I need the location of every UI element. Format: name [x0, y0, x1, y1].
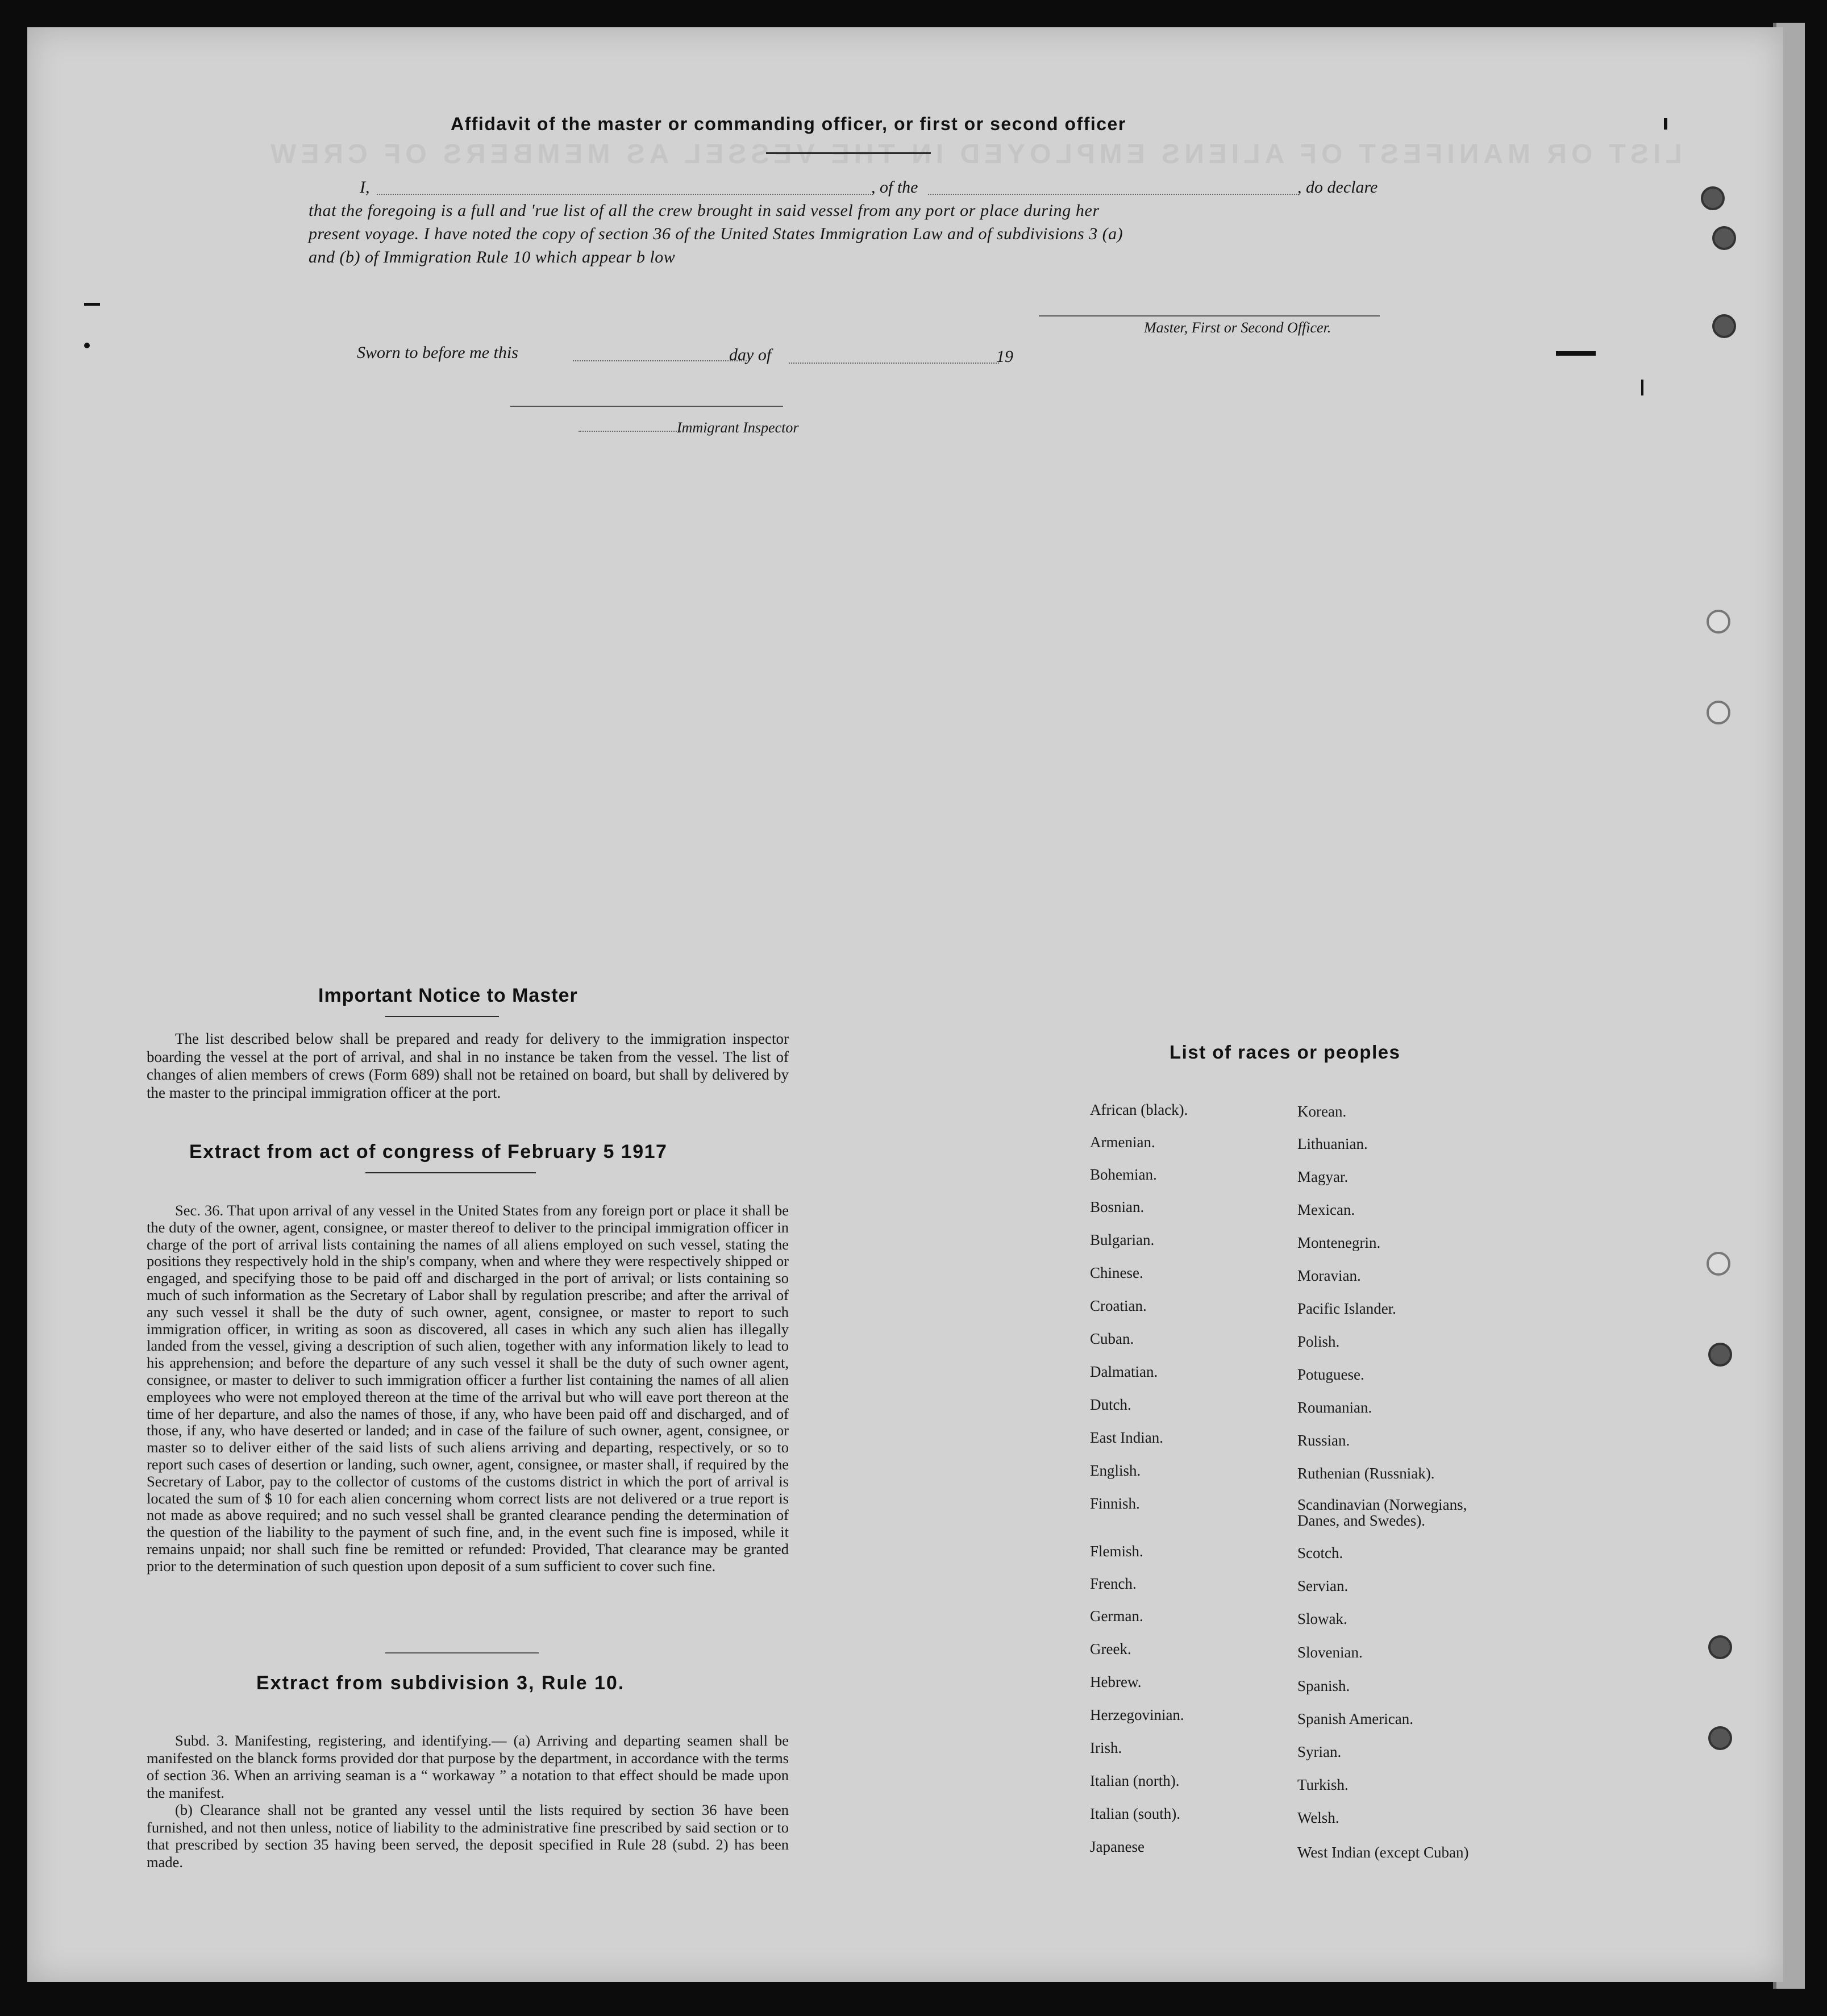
sworn-day-of: day of [729, 345, 772, 364]
sworn-day-field[interactable] [573, 360, 749, 361]
race-item: Turkish. [1297, 1776, 1349, 1793]
race-item: Bulgarian. [1090, 1231, 1155, 1248]
punch-hole [1708, 1343, 1732, 1367]
race-item: Hebrew. [1090, 1673, 1142, 1690]
punch-hole [1712, 226, 1736, 250]
ink-speck [1641, 380, 1643, 395]
notice-title-rule [385, 1016, 499, 1017]
race-item: Italian (south). [1090, 1805, 1180, 1822]
subdivision-3b-text: (b) Clearance shall not be granted any vessel until the lists required by section 36 have been furnished, and not then unless, notice of liability to the administrative fine prescribed by said section or to that prescribed by section 35 having been served, the deposit specified in Rule 28 (subd. 2) has been made. [147, 1801, 789, 1871]
ink-speck [84, 343, 90, 348]
race-item: German. [1090, 1607, 1143, 1625]
affidavit-line-i: I, [360, 178, 370, 197]
race-item: Cuban. [1090, 1330, 1134, 1347]
race-item: Dutch. [1090, 1396, 1131, 1413]
ink-speck [1664, 118, 1667, 130]
subdivision-3a-text: Subd. 3. Manifesting, registering, and identifying.— (a) Arriving and departing seamen shall be manifested on the blanck forms provided dor that purpose by the department, in accordance with the terms of section 36. When an arriving seaman is a “ workaway ” a notation to that effect should be made upon the manifest. [147, 1732, 789, 1801]
affidavit-title-rule [766, 152, 931, 154]
punch-hole [1708, 1635, 1732, 1659]
ink-speck [1556, 351, 1596, 356]
punch-hole [1707, 610, 1730, 634]
rule-extract-body [147, 1732, 789, 1871]
affidavit-body-line3: and (b) of Immigration Rule 10 which appear b low [309, 248, 676, 266]
race-item: Pacific Islander. [1297, 1300, 1396, 1317]
races-title: List of races or peoples [1170, 1042, 1401, 1063]
race-item: English. [1090, 1462, 1141, 1479]
race-item: Irish. [1090, 1739, 1122, 1756]
race-item: Spanish American. [1297, 1710, 1413, 1727]
bleedthrough-text: LIST OR MANIFEST OF ALIENS EMPLOYED IN THE VESSEL AS MEMBERS OF CREW [266, 139, 1682, 169]
affidavit-of-the: , of the [871, 178, 918, 197]
race-item: Korean. [1297, 1103, 1347, 1120]
punch-hole [1707, 1252, 1730, 1276]
affidavit-name-field[interactable] [377, 194, 871, 195]
race-item: Bohemian. [1090, 1166, 1157, 1183]
race-item: Lithuanian. [1297, 1135, 1368, 1152]
race-item: African (black). [1090, 1101, 1188, 1118]
race-item: Potuguese. [1297, 1366, 1364, 1383]
affidavit-vessel-field[interactable] [928, 194, 1297, 195]
race-item: Spanish. [1297, 1677, 1350, 1694]
affidavit-body-line1: that the foregoing is a full and 'rue list of all the crew brought in said vessel from any port or place during her [309, 201, 1100, 220]
punch-hole [1701, 186, 1725, 210]
rule-extract-separator [385, 1652, 539, 1653]
notice-paragraph: The list described below shall be prepared and ready for delivery to the immigration inspector boarding the vessel at the port of arrival, and shal in no instance be taken from the vessel. The list of changes of alien members of crews (Form 689) shall not be retained on board, but shall by delivered by the master to the principal immigration officer at the port. [147, 1030, 789, 1101]
race-item: Armenian. [1090, 1134, 1155, 1151]
race-item: Flemish. [1090, 1543, 1143, 1560]
race-item: Magyar. [1297, 1168, 1349, 1185]
race-item: Finnish. [1090, 1495, 1140, 1512]
race-item: Roumanian. [1297, 1399, 1372, 1416]
race-item: Italian (north). [1090, 1772, 1180, 1789]
race-item: Bosnian. [1090, 1198, 1145, 1215]
race-item: Montenegrin. [1297, 1234, 1381, 1251]
inspector-signature-line[interactable] [510, 406, 783, 407]
race-item: Polish. [1297, 1333, 1340, 1350]
affidavit-do-declare: , do declare [1297, 178, 1378, 197]
ink-speck [84, 303, 100, 306]
race-item: Chinese. [1090, 1264, 1143, 1281]
punch-hole [1707, 701, 1730, 724]
race-item: Croatian. [1090, 1297, 1147, 1314]
manifest-page [27, 27, 1783, 1982]
rule-extract-title: Extract from subdivision 3, Rule 10. [256, 1672, 625, 1694]
signature-label: Master, First or Second Officer. [1144, 319, 1331, 336]
race-item: Slovenian. [1297, 1644, 1363, 1661]
race-item: Scotch. [1297, 1544, 1343, 1561]
race-item: West Indian (except Cuban) [1297, 1844, 1469, 1861]
sworn-year: 19 [996, 347, 1013, 366]
act-extract-body [147, 1202, 789, 1575]
race-item: Scandinavian (Norwegians, Danes, and Swedes). [1297, 1496, 1467, 1529]
punch-hole [1712, 314, 1736, 338]
section-36-text: Sec. 36. That upon arrival of any vessel in the United States from any foreign port or place it shall be the duty of the owner, agent, consignee, or master thereof to deliver to the principal immigration officer in charge of the port of arrival lists containing the names of all aliens employed on such vessel, stating the positions they respectively hold in the ship's company, when and where they were respectively shipped or engaged, and specifying those to be paid off and discharged in the port of arrival; or lists containing so much of such information as the Secretary of Labor shall by regulation prescribe; and after the arrival of any such vessel it shall be the duty of such owner, agent, consignee, or master to report to such immigration officer, in writing as soon as discovered, all cases in which any such alien has illegally landed from the vessel, giving a description of such alien, together with any information likely to lead to his apprehension; and before the departure of any such vessel it shall be the duty of such owner agent, consignee, or master to deliver to such immigration officer a further list containing the names of all alien employees who were not employed thereon at the time of the arrival but who will eave port thereon at the time of her departure, and also the names of those, if any, who have been paid off and discharged, and of those, if any, who have deserted or landed; and in case of the failure of such owner, agent, consignee, or master so to deliver either of the said lists of such aliens arriving and departing, respectively, or so to report such cases of desertion or landing, such owner, agent, consignee, or master shall, if required by the Secretary of Labor, pay to the collector of customs of the customs district in which the port of arrival is located the sum of $ 10 for each alien concerning whom correct lists are not delivered or a true report is not made as above required; and no such vessel shall be granted clearance pending the determination of the question of the liability to the payment of such fine, and, in the event such fine is imposed, while it remains unpaid; nor shall such fine be remitted or refunded: Provided, That clearance may be granted prior to the determination of such question upon deposit of a sum sufficient to cover such fine. [147, 1202, 789, 1575]
race-item: Ruthenian (Russniak). [1297, 1465, 1435, 1482]
signature-line[interactable] [1039, 315, 1380, 316]
race-item: Japanese [1090, 1838, 1145, 1855]
affidavit-title: Affidavit of the master or commanding officer, or first or second officer [451, 114, 1126, 134]
race-item: Slowak. [1297, 1610, 1347, 1627]
race-item: Herzegovinian. [1090, 1706, 1184, 1723]
race-item: Servian. [1297, 1577, 1349, 1594]
act-extract-title-rule [365, 1172, 536, 1173]
race-item: Welsh. [1297, 1809, 1339, 1826]
race-item: Russian. [1297, 1432, 1350, 1449]
act-extract-title: Extract from act of congress of February 5 1917 [189, 1141, 668, 1163]
race-item: Greek. [1090, 1640, 1131, 1657]
sworn-month-field[interactable] [789, 363, 999, 364]
punch-hole [1708, 1726, 1732, 1750]
race-item: East Indian. [1090, 1429, 1163, 1446]
race-item: Syrian. [1297, 1743, 1342, 1760]
inspector-label: Immigrant Inspector [677, 419, 799, 436]
affidavit-body-line2: present voyage. I have noted the copy of section 36 of the United States Immigration Law and of subdivisions 3 (a) [309, 224, 1123, 243]
notice-title: Important Notice to Master [318, 985, 578, 1006]
race-item: French. [1090, 1575, 1137, 1592]
race-item: Mexican. [1297, 1201, 1355, 1218]
sworn-text: Sworn to before me this [357, 343, 518, 362]
notice-body [147, 1030, 789, 1102]
race-item: Dalmatian. [1090, 1363, 1158, 1380]
race-item: Moravian. [1297, 1267, 1361, 1284]
inspector-dotted-line [579, 431, 681, 432]
